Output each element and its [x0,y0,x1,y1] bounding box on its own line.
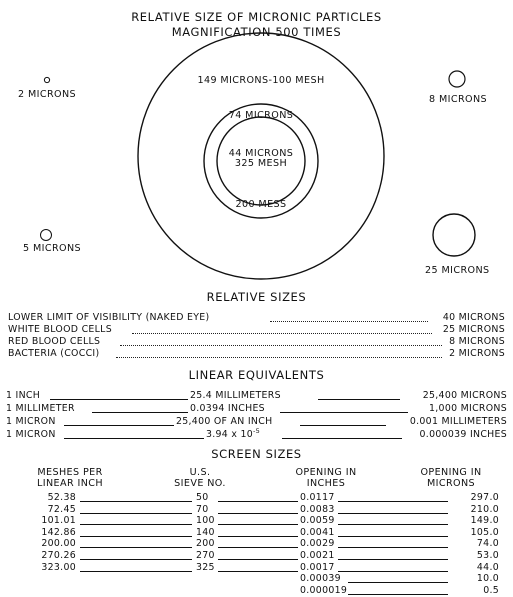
relative-size-row [0,312,513,324]
mesh-value: 323.00 [41,561,76,573]
screen-size-row [0,515,513,527]
opening-inches-value: 0.0017 [300,561,335,573]
sieve-value: 140 [196,526,215,538]
opening-microns-value: 0.5 [483,584,499,596]
linear-unit: 1 INCH [6,390,41,401]
opening-microns-value: 210.0 [470,503,499,515]
screen-size-row [0,538,513,550]
opening-microns-value: 105.0 [470,526,499,538]
screen-size-row [0,504,513,516]
screen-sizes-heading: SCREEN SIZES [211,447,302,461]
relative-size-value: 2 MICRONS [449,348,505,359]
screen-size-row [0,562,513,574]
label-2-microns: 2 MICRONS [18,89,77,100]
circle-5-microns [41,230,52,241]
screen-size-row [0,573,513,585]
sieve-value: 200 [196,538,215,550]
relative-size-label: LOWER LIMIT OF VISIBILITY (NAKED EYE) [8,312,210,323]
opening-inches-value: 0.0059 [300,515,335,527]
opening-inches-value: 0.0117 [300,492,335,503]
label-5-microns: 5 MICRONS [23,243,82,254]
relative-size-value: 40 MICRONS [442,312,505,323]
opening-microns-value: 149.0 [470,515,499,527]
screen-size-row [0,550,513,562]
opening-microns-value: 44.0 [476,561,499,573]
column-header-sieve: U.S. SIEVE NO. [174,467,226,489]
label-44-microns: 44 MICRONS [228,148,294,159]
label-8-microns: 8 MICRONS [429,94,488,105]
screen-size-row [0,492,513,504]
column-header-opening-inches: OPENING IN INCHES [295,467,357,489]
opening-microns-value: 74.0 [476,538,499,550]
linear-equivalent: 3.94 x $10^{-5}$ [206,427,261,440]
linear-equivalent-row [0,390,513,402]
mesh-value: 270.26 [41,550,76,561]
mesh-value: 142.86 [41,526,76,538]
linear-equivalent: 0.0394 INCHES [190,403,265,414]
relative-size-value: 25 MICRONS [442,324,505,335]
column-header-opening-microns: OPENING IN MICRONS [420,467,482,489]
sieve-value: 50 [196,492,209,503]
opening-inches-value: 0.00039 [300,573,341,585]
relative-size-label: RED BLOOD CELLS [8,336,101,347]
opening-inches-value: 0.0029 [300,538,335,550]
circle-8-microns [449,71,465,87]
linear-equivalent: 25.4 MILLIMETERS [190,390,281,401]
mesh-value: 101.01 [41,515,76,527]
relative-size-label: WHITE BLOOD CELLS [8,324,112,335]
label-325-mesh: 325 MESH [234,158,288,169]
linear-equivalent-row [0,429,513,441]
linear-equivalent-alt: 0.000039 INCHES [419,429,507,440]
label-200-mesh: 200 MESS [235,199,287,210]
relative-size-row [0,336,513,348]
linear-equivalent-alt: 0.001 MILLIMETERS [409,416,507,427]
opening-microns-value: 297.0 [470,492,499,503]
linear-unit: 1 MICRON [6,416,56,427]
circle-2-microns [44,77,49,82]
opening-microns-value: 53.0 [476,550,499,561]
circle-25-microns [433,214,475,256]
diagram-title: RELATIVE SIZE OF MICRONIC PARTICLES [131,10,382,24]
relative-size-value: 8 MICRONS [449,336,505,347]
column-header-meshes: MESHES PER LINEAR INCH [36,467,103,489]
relative-size-label: BACTERIA (COCCI) [8,348,100,359]
diagram-subtitle: MAGNIFICATION 500 TIMES [171,25,342,39]
linear-equivalent-alt: 25,400 MICRONS [422,390,507,401]
opening-inches-value: 0.0041 [300,526,335,538]
screen-size-row [0,527,513,539]
opening-microns-value: 10.0 [476,573,499,585]
linear-equivalent-row [0,403,513,415]
sieve-value: 100 [196,515,215,527]
relative-size-row [0,324,513,336]
screen-size-row [0,585,513,597]
opening-inches-value: 0.000019 [300,584,348,596]
sieve-value: 270 [196,550,215,561]
linear-equivalent: 25,400 OF AN INCH [176,416,273,427]
relative-size-row [0,348,513,360]
linear-unit: 1 MICRON [6,429,56,440]
sieve-value: 70 [196,503,209,515]
mesh-value: 200.00 [41,538,76,550]
mesh-value: 72.45 [47,503,76,515]
label-25-microns: 25 MICRONS [425,265,490,276]
mesh-value: 52.38 [47,492,76,503]
opening-inches-value: 0.0021 [300,550,335,561]
linear-equivalent-alt: 1,000 MICRONS [429,403,507,414]
sieve-value: 325 [196,561,215,573]
linear-unit: 1 MILLIMETER [6,403,75,414]
label-74-microns: 74 MICRONS [228,110,294,121]
linear-equivalents-heading: LINEAR EQUIVALENTS [188,368,325,382]
relative-sizes-heading: RELATIVE SIZES [206,290,307,304]
opening-inches-value: 0.0083 [300,503,335,515]
label-149-microns: 149 MICRONS-100 MESH [197,75,325,86]
